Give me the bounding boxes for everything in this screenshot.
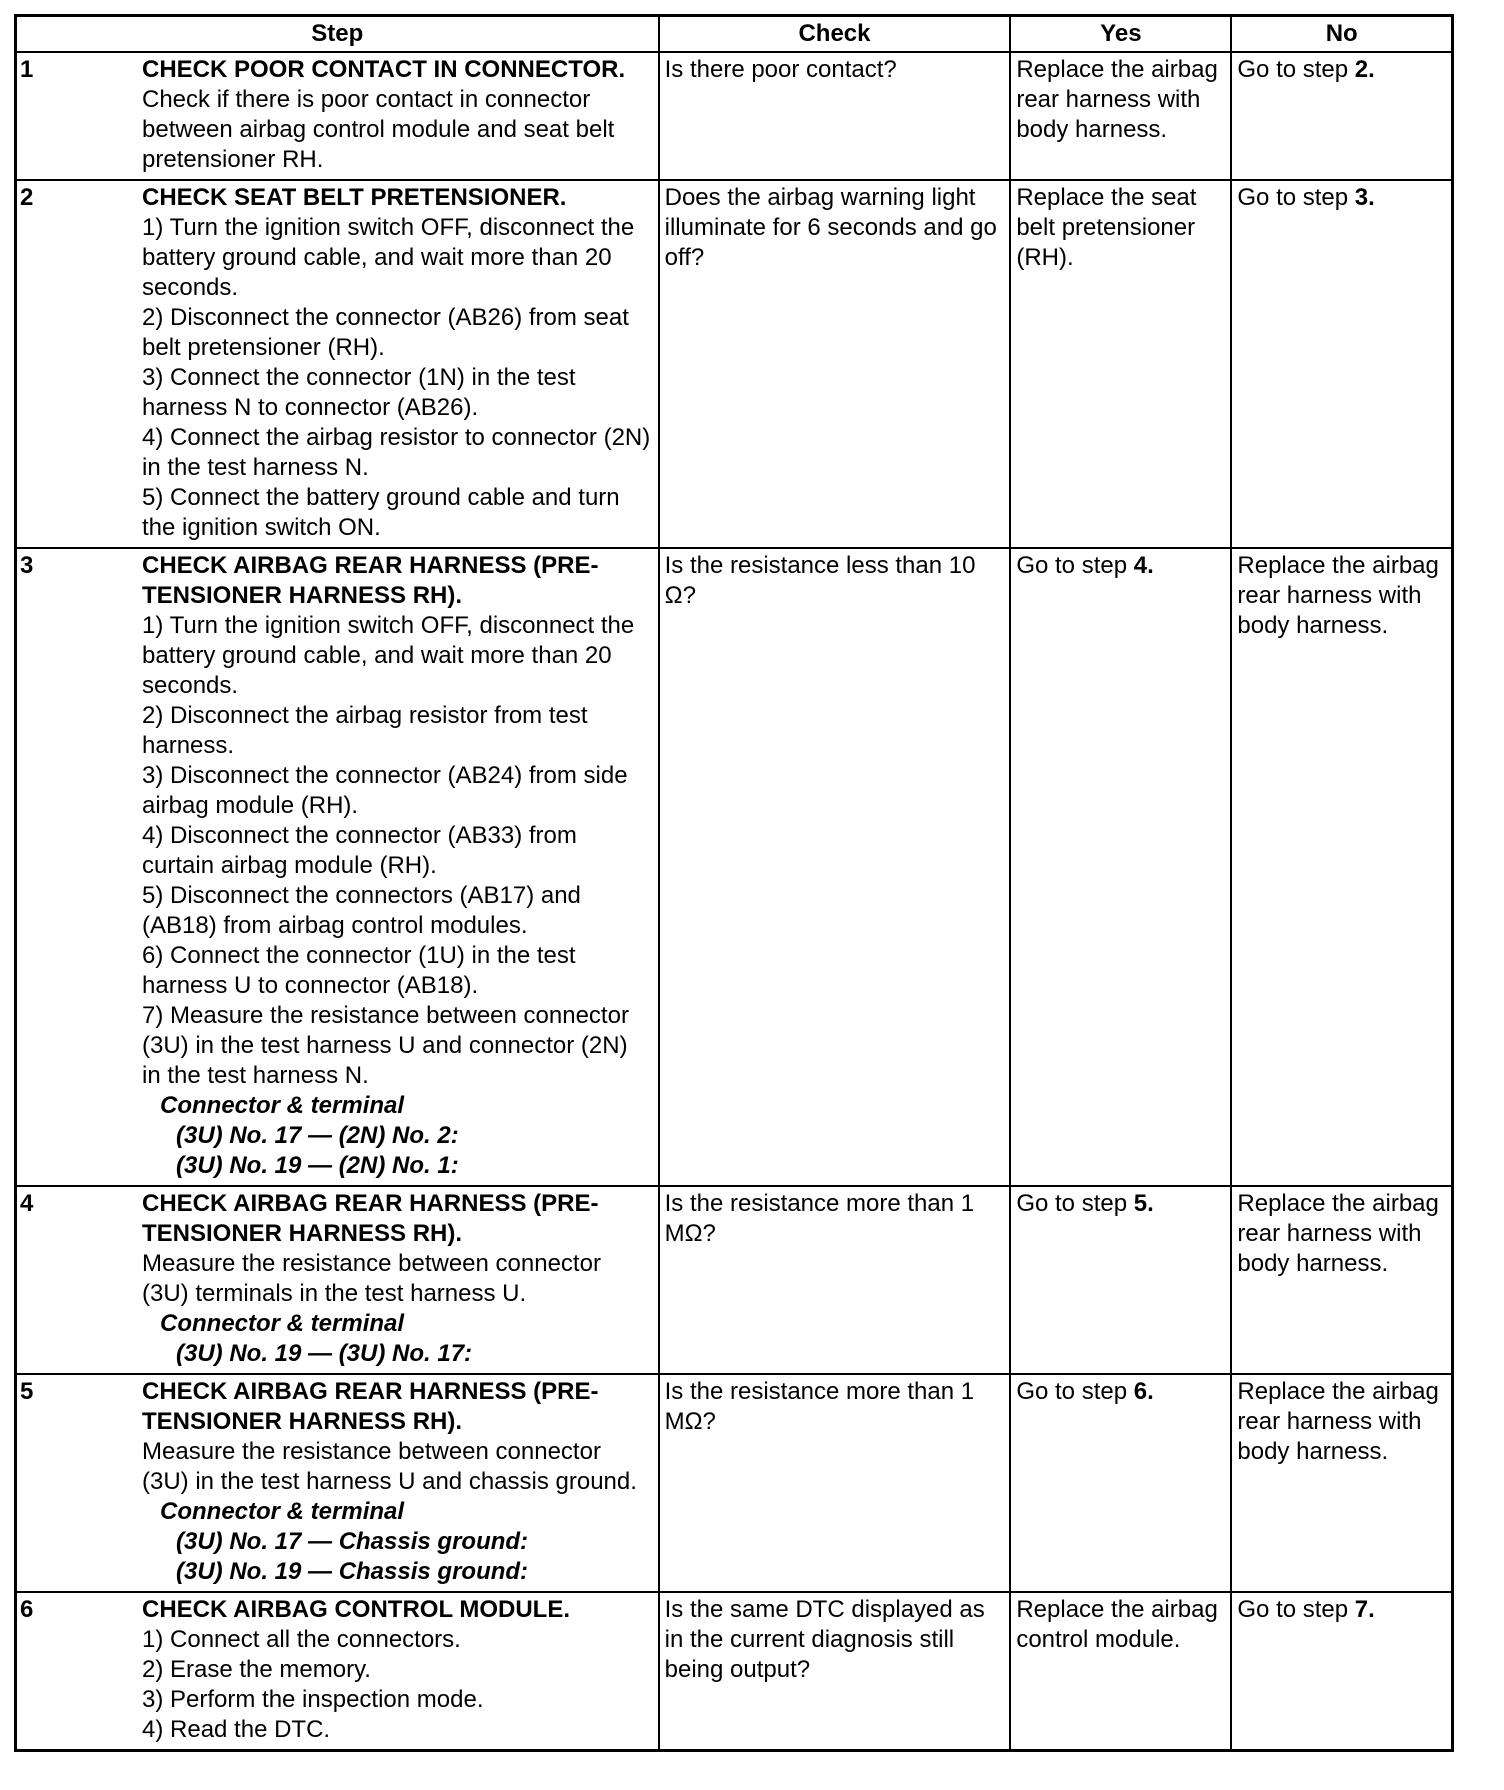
step-instruction: 3) Connect the connector (1N) in the test harness N to connector (AB26). — [142, 364, 576, 421]
yes-goto — [1016, 552, 1153, 579]
yes-goto — [1016, 1190, 1153, 1217]
step-instruction: 3) Disconnect the connector (AB24) from side airbag module (RH). — [142, 762, 628, 819]
step-number: 6 — [20, 1596, 34, 1623]
step-number: 2 — [20, 184, 34, 211]
step-cell — [16, 180, 659, 548]
step-instruction: 1) Turn the ignition switch OFF, disconnect the battery ground cable, and wait more than 20 seconds. — [142, 612, 635, 699]
yes-action: Replace the seat belt pretensioner (RH). — [1016, 184, 1197, 271]
step-title: CHECK AIRBAG REAR HARNESS (PRE-TENSIONER HARNESS RH). — [142, 552, 599, 609]
connector-terminal-spec: (3U) No. 19 — (3U) No. 17: — [176, 1340, 473, 1367]
check-cell — [659, 1186, 1011, 1374]
no-action: Replace the airbag rear harness with body harness. — [1237, 552, 1439, 639]
yes-cell — [1010, 180, 1231, 548]
no-cell — [1231, 52, 1452, 180]
check-cell — [659, 52, 1011, 180]
no-cell — [1231, 180, 1452, 548]
goto-step-number: 5. — [1133, 1190, 1154, 1217]
step-instruction: Check if there is poor contact in connector between airbag control module and seat belt pretensioner RH. — [142, 86, 615, 173]
connector-terminal-spec: (3U) No. 19 — Chassis ground: — [176, 1558, 529, 1585]
yes-action: Replace the airbag control module. — [1016, 1596, 1218, 1653]
goto-text: Go to step — [1237, 56, 1355, 83]
step-cell — [16, 548, 659, 1186]
step-instruction: 6) Connect the connector (1U) in the test harness U to connector (AB18). — [142, 942, 576, 999]
goto-text: Go to step — [1016, 1190, 1134, 1217]
goto-step-number: 2. — [1354, 56, 1375, 83]
step-instruction: Measure the resistance between connector (3U) in the test harness U and chassis ground. — [142, 1438, 637, 1495]
step-number: 4 — [20, 1190, 34, 1217]
goto-text: Go to step — [1237, 1596, 1355, 1623]
yes-action: Replace the airbag rear harness with body harness. — [1016, 56, 1218, 143]
step-instruction: 5) Disconnect the connectors (AB17) and (AB18) from airbag control modules. — [142, 882, 581, 939]
step-body — [142, 1377, 653, 1587]
step-cell — [16, 1186, 659, 1374]
yes-cell — [1010, 1374, 1231, 1592]
no-goto — [1237, 56, 1374, 83]
step-body — [142, 551, 653, 1181]
step-number: 1 — [20, 56, 34, 83]
yes-cell — [1010, 1592, 1231, 1751]
goto-step-number: 7. — [1354, 1596, 1375, 1623]
connector-terminal-spec: (3U) No. 19 — (2N) No. 1: — [176, 1152, 459, 1179]
check-cell — [659, 180, 1011, 548]
check-question: Is the resistance less than 10 Ω? — [664, 552, 976, 609]
no-cell — [1231, 548, 1452, 1186]
yes-goto — [1016, 1378, 1153, 1405]
no-goto — [1237, 184, 1374, 211]
connector-terminal-spec: (3U) No. 17 — Chassis ground: — [176, 1528, 529, 1555]
table-row — [16, 180, 1453, 548]
check-cell — [659, 1374, 1011, 1592]
check-cell — [659, 548, 1011, 1186]
step-instruction: 7) Measure the resistance between connector (3U) in the test harness U and connector (2N) in the test harness N. — [142, 1002, 629, 1089]
step-body — [142, 1595, 653, 1745]
step-instruction: 3) Perform the inspection mode. — [142, 1686, 484, 1713]
goto-step-number: 3. — [1354, 184, 1375, 211]
step-cell — [16, 1374, 659, 1592]
step-instruction: 2) Erase the memory. — [142, 1656, 371, 1683]
step-instruction: 4) Disconnect the connector (AB33) from curtain airbag module (RH). — [142, 822, 577, 879]
step-instruction: 1) Connect all the connectors. — [142, 1626, 461, 1653]
no-goto — [1237, 1596, 1374, 1623]
table-row — [16, 1186, 1453, 1374]
goto-text: Go to step — [1016, 1378, 1134, 1405]
step-title: CHECK AIRBAG REAR HARNESS (PRE-TENSIONER HARNESS RH). — [142, 1190, 599, 1247]
step-cell — [16, 1592, 659, 1751]
step-instruction: 2) Disconnect the connector (AB26) from seat belt pretensioner (RH). — [142, 304, 629, 361]
connector-terminal-heading: Connector & terminal — [160, 1498, 405, 1525]
step-number: 5 — [20, 1378, 34, 1405]
connector-terminal-spec: (3U) No. 17 — (2N) No. 2: — [176, 1122, 459, 1149]
step-instruction: 5) Connect the battery ground cable and turn the ignition switch ON. — [142, 484, 620, 541]
no-cell — [1231, 1374, 1452, 1592]
table-row — [16, 1374, 1453, 1592]
connector-terminal-heading: Connector & terminal — [160, 1310, 405, 1337]
header-no: No — [1231, 16, 1452, 53]
goto-text: Go to step — [1237, 184, 1355, 211]
goto-text: Go to step — [1016, 552, 1134, 579]
header-step: Step — [16, 16, 659, 53]
table-row — [16, 1592, 1453, 1751]
step-instruction: 4) Connect the airbag resistor to connector (2N) in the test harness N. — [142, 424, 651, 481]
goto-step-number: 6. — [1133, 1378, 1154, 1405]
step-instruction: Measure the resistance between connector (3U) terminals in the test harness U. — [142, 1250, 601, 1307]
yes-cell — [1010, 52, 1231, 180]
step-title: CHECK AIRBAG REAR HARNESS (PRE-TENSIONER HARNESS RH). — [142, 1378, 599, 1435]
check-cell — [659, 1592, 1011, 1751]
diagnosis-table — [14, 14, 1454, 1752]
step-instruction: 1) Turn the ignition switch OFF, disconnect the battery ground cable, and wait more than 20 seconds. — [142, 214, 635, 301]
no-cell — [1231, 1186, 1452, 1374]
step-instruction: 2) Disconnect the airbag resistor from test harness. — [142, 702, 588, 759]
step-body — [142, 55, 653, 175]
header-row — [16, 16, 1453, 53]
connector-terminal-heading: Connector & terminal — [160, 1092, 405, 1119]
check-question: Does the airbag warning light illuminate for 6 seconds and go off? — [664, 184, 997, 271]
check-question: Is there poor contact? — [664, 56, 897, 83]
table-row — [16, 52, 1453, 180]
step-cell — [16, 52, 659, 180]
no-action: Replace the airbag rear harness with body harness. — [1237, 1378, 1439, 1465]
table-body — [16, 52, 1453, 1751]
step-title: CHECK AIRBAG CONTROL MODULE. — [142, 1596, 570, 1623]
step-body — [142, 1189, 653, 1369]
yes-cell — [1010, 1186, 1231, 1374]
check-question: Is the same DTC displayed as in the current diagnosis still being output? — [664, 1596, 985, 1683]
yes-cell — [1010, 548, 1231, 1186]
step-title: CHECK POOR CONTACT IN CONNECTOR. — [142, 56, 626, 83]
step-instruction: 4) Read the DTC. — [142, 1716, 331, 1743]
goto-step-number: 4. — [1133, 552, 1154, 579]
no-cell — [1231, 1592, 1452, 1751]
header-yes: Yes — [1010, 16, 1231, 53]
header-check: Check — [659, 16, 1011, 53]
step-body — [142, 183, 653, 543]
check-question: Is the resistance more than 1 MΩ? — [664, 1378, 975, 1435]
no-action: Replace the airbag rear harness with body harness. — [1237, 1190, 1439, 1277]
table-row — [16, 548, 1453, 1186]
step-title: CHECK SEAT BELT PRETENSIONER. — [142, 184, 567, 211]
check-question: Is the resistance more than 1 MΩ? — [664, 1190, 975, 1247]
step-number: 3 — [20, 552, 34, 579]
